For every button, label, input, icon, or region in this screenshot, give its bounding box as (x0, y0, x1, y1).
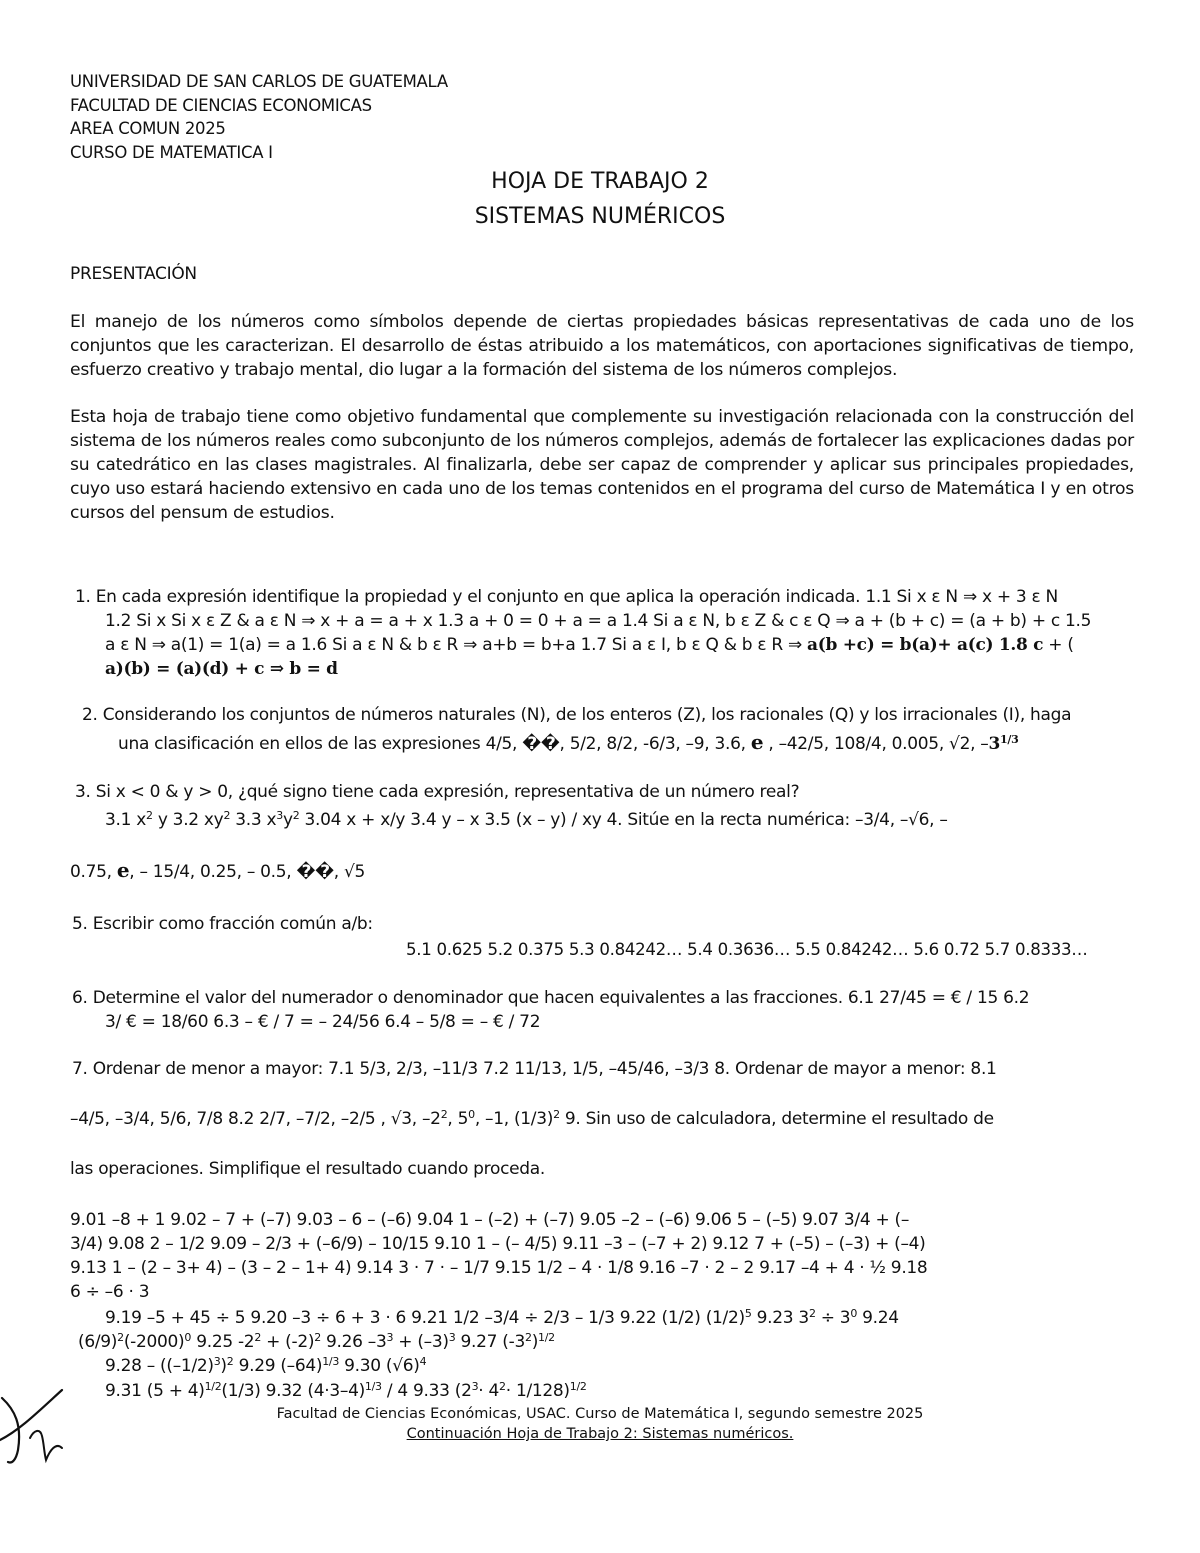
q2-text-a: una clasificación en ellos de las expresiones 4/5, (118, 734, 523, 754)
q9-7-text-a: 9.28 – ((–1/2) (105, 1356, 214, 1376)
q3-sup-4: 2 (292, 809, 300, 822)
q9-5-sup-3: 0 (850, 1307, 858, 1320)
q4-text-b: , – 15/4, 0.25, – 0.5, (129, 862, 297, 882)
q9-6-text-e: 9.26 –3 (320, 1332, 387, 1352)
q1-line-4-math: a)(b) = (a)(d) + c ⇒ b = d (105, 659, 338, 679)
q6-line-1: 6. Determine el valor del numerador o denominador que hacen equivalentes a las fracciones. 6.1 27/45 = € / 15 6.2 (72, 988, 1030, 1008)
q8-text-d: 9. Sin uso de calculadora, determine el resultado de (559, 1109, 994, 1129)
q8-text-b: , 5 (447, 1109, 469, 1129)
q9-intro: las operaciones. Simplifique el resultado cuando proceda. (70, 1159, 546, 1179)
paragraph-intro: El manejo de los números como símbolos depende de ciertas propiedades básicas representativas de cada uno de los conjuntos que les caracterizan. El desarrollo de éstas atribuido a los matemáticos, con aportaciones significativas de tiempo, esfuerzo creativo y trabajo mental, dio lugar a la formación del sistema de los números complejos. (70, 312, 1134, 380)
q8-line-2 (70, 1107, 994, 1131)
q9-5-sup-1: 5 (744, 1307, 752, 1320)
q2-missing-glyph: �� (522, 734, 560, 754)
q9-line-1: 9.01 –8 + 1 9.02 – 7 + (–7) 9.03 – 6 – (–6) 9.04 1 – (–2) + (–7) 9.05 –2 – (–6) 9.06 5 – (–5) 9.07 3/4 + (– (70, 1210, 910, 1230)
q4-missing-glyph: �� (296, 862, 334, 882)
q1-line-3 (105, 633, 1074, 657)
q9-8-sup-4: 2 (499, 1380, 506, 1393)
q3-sup-3: 3 (276, 809, 283, 822)
q9-6-text-d: + (-2) (261, 1332, 315, 1352)
q9-7-text-d: 9.30 (√6) (339, 1356, 420, 1376)
q3-text-a: 3.1 x (105, 810, 147, 830)
q9-line-3: 9.13 1 – (2 – 3+ 4) – (3 – 2 – 1+ 4) 9.14 3 · 7 · – 1/7 9.15 1/2 – 4 · 1/8 9.16 –7 · 2 – 2 9.17 –4 + 4 · ½ 9.18 (70, 1258, 928, 1278)
q2-line-2 (118, 730, 1018, 756)
q9-6-text-g: 9.27 (-3 (455, 1332, 525, 1352)
q9-6-sup-7: 2 (524, 1331, 532, 1344)
q9-6-text-f: + (–3) (393, 1332, 449, 1352)
q9-8-text-e: · 1/128) (505, 1381, 570, 1401)
q8-text-a: –4/5, –3/4, 5/6, 7/8 8.2 2/7, –7/2, –2/5 , √3, –2 (70, 1109, 441, 1129)
q2-line-1: 2. Considerando los conjuntos de números naturales (N), de los enteros (Z), los racionales (Q) y los irracionales (I), haga (82, 705, 1072, 725)
q9-line-2: 3/4) 9.08 2 – 1/2 9.09 – 2/3 + (–6/9) – 10/15 9.10 1 – (– 4/5) 9.11 –3 – (–7 + 2) 9.12 7 + (–5) – (–3) + (–4) (70, 1234, 926, 1254)
q9-6-sup-3: 2 (254, 1331, 262, 1344)
q9-line-8 (105, 1379, 587, 1403)
q4-line-2 (70, 858, 365, 884)
q9-line-5 (105, 1306, 899, 1330)
q9-7-text-c: 9.29 (–64) (233, 1356, 323, 1376)
q4-text-a: 0.75, (70, 862, 117, 882)
q3-text-e: 3.04 x + x/y 3.4 y – x 3.5 (x – y) / xy 4. Sitúe en la recta numérica: –3/4, –√6, – (299, 810, 948, 830)
footer-line-2: Continuación Hoja de Trabajo 2: Sistemas numéricos. (406, 1426, 794, 1442)
q9-8-text-d: · 4 (478, 1381, 500, 1401)
q9-7-sup-4: 4 (419, 1355, 427, 1368)
q3-line-1: 3. Si x < 0 & y > 0, ¿qué signo tiene cada expresión, representativa de un número real? (75, 782, 800, 802)
q4-text-c: , √5 (333, 862, 366, 882)
q3-line-2 (105, 808, 948, 832)
q9-6-text-a: (6/9) (78, 1332, 118, 1352)
q3-sup-1: 2 (146, 809, 153, 822)
q9-5-text-c: ÷ 3 (815, 1308, 851, 1328)
document-subtitle: SISTEMAS NUMÉRICOS (474, 204, 726, 229)
q9-6-sup-2: 0 (184, 1331, 192, 1344)
q9-8-text-c: / 4 9.33 (2 (381, 1381, 472, 1401)
q9-8-text-a: 9.31 (5 + 4) (105, 1381, 205, 1401)
q8-sup-1: 2 (440, 1108, 448, 1121)
document-title: HOJA DE TRABAJO 2 (491, 169, 709, 194)
q2-euler-e: e (750, 730, 764, 754)
q2-text-b: , 5/2, 8/2, -6/3, –9, 3.6, (559, 734, 751, 754)
q8-text-c: , –1, (1/3) (474, 1109, 554, 1129)
q7-line-1: 7. Ordenar de menor a mayor: 7.1 5/3, 2/3, –11/3 7.2 11/13, 1/5, –45/46, –3/3 8. Ordenar de mayor a menor: 8.1 (72, 1059, 997, 1079)
q2-base: 3 (988, 734, 1001, 754)
q9-6-sup-8: 1/2 (538, 1331, 555, 1344)
q9-8-text-b: (1/3) 9.32 (4·3–4) (221, 1381, 365, 1401)
q3-sup-2: 2 (223, 809, 231, 822)
section-heading: PRESENTACIÓN (70, 264, 197, 284)
q1-line-4 (105, 657, 338, 681)
course-name: CURSO DE MATEMATICA I (70, 142, 273, 162)
q2-text-c: , –42/5, 108/4, 0.005, √2, – (763, 734, 989, 754)
q3-text-d: y (282, 810, 293, 830)
q9-6-sup-1: 2 (117, 1331, 124, 1344)
q9-6-sup-6: 3 (448, 1331, 456, 1344)
signature-mark (0, 1380, 80, 1470)
q9-7-sup-1: 3 (213, 1355, 221, 1368)
q5-line-1: 5. Escribir como fracción común a/b: (72, 914, 373, 934)
q9-8-sup-5: 1/2 (569, 1380, 587, 1393)
q9-line-7 (105, 1354, 426, 1378)
q9-7-sup-3: 1/3 (322, 1355, 340, 1368)
area-year: AREA COMUN 2025 (70, 119, 226, 138)
q5-line-2: 5.1 0.625 5.2 0.375 5.3 0.84242… 5.4 0.3636… 5.5 0.84242… 5.6 0.72 5.7 0.8333… (406, 940, 1088, 959)
q9-5-text-b: 9.23 3 (751, 1308, 809, 1328)
q9-6-text-b: (-2000) (123, 1332, 185, 1352)
q9-7-sup-2: 2 (226, 1355, 234, 1368)
q9-6-sup-5: 3 (386, 1331, 394, 1344)
q1-line-3-tail: + ( (1043, 635, 1074, 655)
q9-8-sup-2: 1/3 (364, 1380, 382, 1393)
q9-8-sup-1: 1/2 (204, 1380, 222, 1393)
q8-sup-2: 0 (468, 1108, 475, 1121)
q3-text-b: y 3.2 xy (152, 810, 224, 830)
q9-8-sup-3: 3 (471, 1380, 479, 1393)
q9-7-text-b: ) (220, 1356, 227, 1376)
q8-sup-3: 2 (553, 1108, 560, 1121)
q9-5-text-a: 9.19 –5 + 45 ÷ 5 9.20 –3 ÷ 6 + 3 · 6 9.21 1/2 –3/4 ÷ 2/3 – 1/3 9.22 (1/2) (1/2) (105, 1308, 745, 1328)
paragraph-objective: Esta hoja de trabajo tiene como objetivo fundamental que complemente su investigación relacionada con la construcción del sistema de los números reales como subconjunto de los números complejos, además de fortalecer las explicaciones dadas por su catedrático en las clases magistrales. Al finalizarla, debe ser capaz de comprender y aplicar sus principales propiedades, cuyo uso estará haciendo extensivo en cada uno de los temas contenidos en el programa del curso de Matemática I y en otros cursos del pensum de estudios. (70, 407, 1134, 523)
footer-line-1: Facultad de Ciencias Económicas, USAC. Curso de Matemática I, segundo semestre 2025 (276, 1406, 924, 1422)
q9-line-4: 6 ÷ –6 · 3 (70, 1282, 150, 1302)
q1-line-1: 1. En cada expresión identifique la propiedad y el conjunto en que aplica la operación indicada. 1.1 Si x ε N ⇒ x + 3 ε N (75, 587, 1058, 607)
q9-6-text-h: ) (531, 1332, 539, 1352)
q1-line-3-text: a ε N ⇒ a(1) = 1(a) = a 1.6 Si a ε N & b ε R ⇒ a+b = b+a 1.7 Si a ε I, b ε Q & b ε R ⇒ (105, 635, 808, 655)
faculty-name: FACULTAD DE CIENCIAS ECONOMICAS (70, 95, 372, 115)
q2-exponent: 1/3 (1000, 733, 1019, 746)
q6-line-2: 3/ € = 18/60 6.3 – € / 7 = – 24/56 6.4 – 5/8 = – € / 72 (105, 1012, 541, 1032)
q1-line-2: 1.2 Si x Si x ε Z & a ε N ⇒ x + a = a + x 1.3 a + 0 = 0 + a = a 1.4 Si a ε N, b ε Z & c ε Q ⇒ a + (b + c) = (a + b) + c 1.5 (105, 611, 1092, 631)
q9-line-6 (78, 1330, 555, 1354)
q9-5-text-d: 9.24 (857, 1308, 899, 1328)
q9-6-text-c: 9.25 -2 (191, 1332, 255, 1352)
q9-5-sup-2: 2 (808, 1307, 816, 1320)
university-name: UNIVERSIDAD DE SAN CARLOS DE GUATEMALA (70, 72, 448, 91)
q9-6-sup-4: 2 (314, 1331, 321, 1344)
q3-text-c: 3.3 x (230, 810, 277, 830)
q1-line-3-math: a(b +c) = b(a)+ a(c) 1.8 c (807, 635, 1044, 655)
q4-euler-e: e (116, 858, 130, 882)
institution-header (70, 70, 448, 164)
